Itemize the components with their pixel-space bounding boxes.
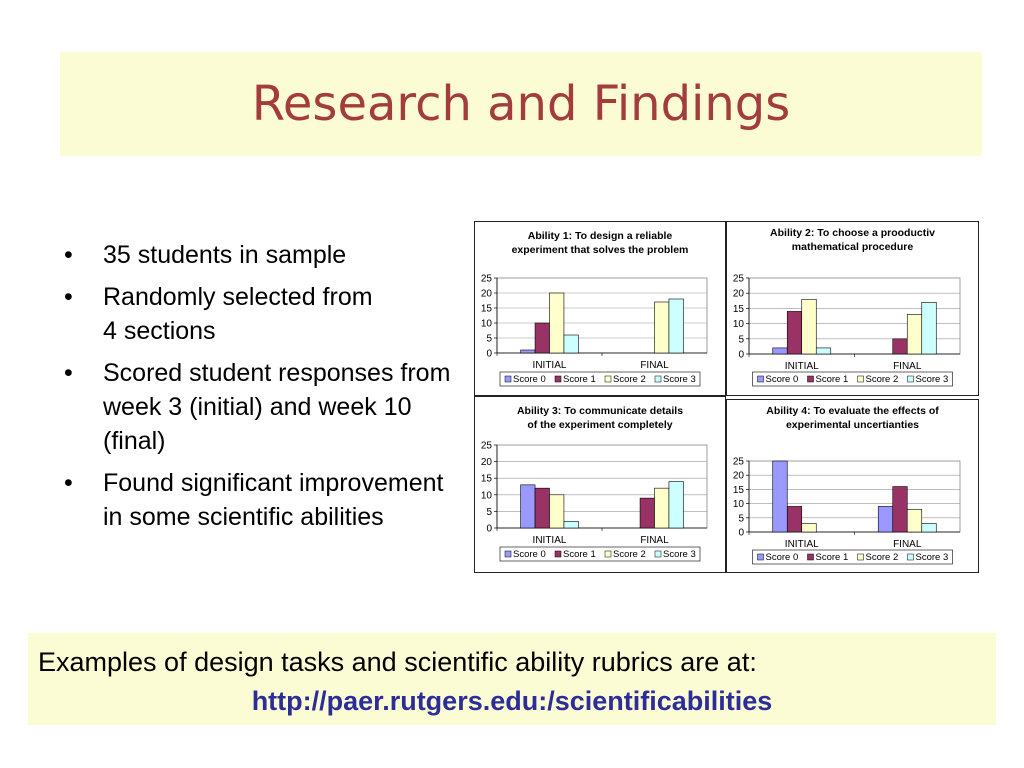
- chart-ability-4: [726, 399, 979, 573]
- y-tick-label: 10: [480, 490, 492, 502]
- legend-swatch: [908, 376, 914, 382]
- legend-label: Score 1: [815, 374, 849, 385]
- legend-swatch: [605, 376, 611, 382]
- y-tick-label: 15: [732, 484, 744, 496]
- legend-swatch: [808, 554, 814, 560]
- y-tick-label: 15: [480, 473, 492, 485]
- y-tick-label: 10: [732, 319, 744, 331]
- legend-label: Score 0: [765, 552, 799, 563]
- legend-label: Score 3: [663, 374, 696, 385]
- bar-score-1: [787, 506, 802, 532]
- bar-score-2: [550, 293, 564, 353]
- slide-title: Research and Findings: [251, 76, 791, 132]
- bar-score-0: [521, 350, 535, 353]
- bar-score-2: [655, 302, 669, 353]
- y-tick-label: 25: [480, 440, 492, 452]
- bar-score-3: [669, 299, 683, 353]
- y-tick-label: 5: [738, 513, 744, 525]
- bar-score-3: [564, 521, 578, 528]
- chart-title: Ability 3: To communicate details: [516, 405, 684, 417]
- y-tick-label: 5: [738, 334, 744, 346]
- y-tick-label: 15: [732, 303, 744, 315]
- legend-label: Score 2: [865, 552, 899, 563]
- chart-svg: [727, 222, 978, 395]
- legend-label: Score 0: [513, 549, 546, 560]
- bar-score-2: [802, 299, 817, 354]
- chart-svg: [727, 400, 978, 572]
- y-tick-label: 5: [486, 506, 492, 518]
- bar-score-0: [521, 485, 535, 528]
- chart-svg: [475, 397, 725, 572]
- bar-score-1: [787, 311, 802, 354]
- footer-text: Examples of design tasks and scientific ability rubrics are at:: [38, 647, 757, 677]
- title-panel: [60, 52, 982, 156]
- legend-swatch: [505, 376, 511, 382]
- chart-ability-1: [474, 221, 726, 396]
- legend-swatch: [555, 551, 561, 557]
- legend-label: Score 3: [915, 374, 949, 385]
- legend-swatch: [655, 376, 661, 382]
- bar-score-2: [907, 314, 922, 354]
- legend-label: Score 2: [613, 374, 646, 385]
- bar-score-1: [640, 498, 654, 528]
- legend-label: Score 3: [915, 552, 949, 563]
- y-tick-label: 25: [480, 273, 492, 285]
- chart-title: experimental uncertianties: [785, 419, 920, 431]
- charts-grid: [474, 221, 979, 573]
- footer-link[interactable]: http://paer.rutgers.edu:/scientificabilities: [251, 686, 773, 716]
- chart-title: of the experiment completely: [527, 419, 673, 431]
- bar-score-0: [773, 348, 788, 354]
- x-category-label: INITIAL: [784, 361, 819, 372]
- bar-score-0: [773, 461, 788, 532]
- x-category-label: INITIAL: [532, 535, 567, 546]
- bar-score-2: [550, 495, 564, 528]
- legend-label: Score 3: [663, 549, 696, 560]
- legend-label: Score 1: [563, 374, 596, 385]
- legend-swatch: [605, 551, 611, 557]
- x-category-label: FINAL: [640, 535, 669, 546]
- bar-score-2: [802, 523, 817, 532]
- y-tick-label: 0: [486, 348, 492, 360]
- bullet-item: [60, 356, 460, 458]
- bullet-text: 35 students in sample: [103, 241, 347, 269]
- y-tick-label: 0: [738, 527, 744, 539]
- chart-ability-2: [726, 221, 979, 396]
- x-category-label: INITIAL: [532, 360, 567, 371]
- legend-swatch: [808, 376, 814, 382]
- legend-swatch: [505, 551, 511, 557]
- legend-label: Score 2: [613, 549, 646, 560]
- bar-score-3: [922, 523, 937, 532]
- bullet-item: [60, 280, 460, 348]
- legend-swatch: [758, 554, 764, 560]
- legend-swatch: [908, 554, 914, 560]
- footer-panel: [28, 633, 996, 725]
- bar-score-0: [878, 506, 893, 532]
- bar-score-3: [564, 335, 578, 353]
- bar-score-3: [669, 482, 683, 528]
- y-tick-label: 0: [486, 523, 492, 535]
- bar-score-1: [893, 339, 908, 354]
- legend-swatch: [758, 376, 764, 382]
- y-tick-label: 5: [486, 333, 492, 345]
- chart-title: experiment that solves the problem: [511, 244, 689, 256]
- legend-label: Score 0: [765, 374, 799, 385]
- bullet-item: [60, 238, 460, 272]
- y-tick-label: 20: [732, 288, 744, 300]
- y-tick-label: 25: [732, 273, 744, 285]
- legend-label: Score 2: [865, 374, 899, 385]
- bar-score-3: [922, 302, 937, 354]
- y-tick-label: 10: [732, 499, 744, 511]
- legend-swatch: [858, 376, 864, 382]
- bar-score-2: [907, 509, 922, 532]
- y-tick-label: 20: [732, 470, 744, 482]
- bar-score-2: [655, 488, 669, 528]
- y-tick-label: 10: [480, 318, 492, 330]
- legend-label: Score 1: [815, 552, 849, 563]
- bullet-list: [60, 238, 460, 542]
- chart-title: mathematical procedure: [791, 241, 914, 253]
- x-category-label: INITIAL: [784, 539, 819, 550]
- legend-swatch: [655, 551, 661, 557]
- bullet-text: Scored student responses from week 3 (initial) and week 10 (final): [103, 359, 451, 455]
- y-tick-label: 0: [738, 349, 744, 361]
- x-category-label: FINAL: [640, 360, 669, 371]
- bullet-text-continued: 4 sections: [103, 317, 216, 345]
- bar-score-1: [893, 487, 908, 532]
- chart-title: Ability 4: To evaluate the effects of: [766, 405, 939, 417]
- y-tick-label: 25: [732, 456, 744, 468]
- chart-ability-3: [474, 396, 726, 573]
- legend-swatch: [555, 376, 561, 382]
- x-category-label: FINAL: [893, 539, 922, 550]
- legend-label: Score 1: [563, 549, 596, 560]
- chart-svg: [475, 222, 725, 395]
- bar-score-1: [535, 488, 549, 528]
- legend-swatch: [858, 554, 864, 560]
- legend-label: Score 0: [513, 374, 546, 385]
- y-tick-label: 15: [480, 303, 492, 315]
- bullet-text: Found significant improvement in some scientific abilities: [103, 469, 444, 531]
- bullet-item: [60, 466, 460, 534]
- bullet-text: • Randomly selected from: [103, 283, 373, 311]
- y-tick-label: 20: [480, 288, 492, 300]
- y-tick-label: 20: [480, 457, 492, 469]
- x-category-label: FINAL: [893, 361, 922, 372]
- chart-title: Ability 2: To choose a prooductiv: [770, 227, 935, 239]
- bar-score-1: [535, 323, 549, 353]
- chart-title: Ability 1: To design a reliable: [527, 230, 673, 242]
- bar-score-3: [816, 348, 831, 354]
